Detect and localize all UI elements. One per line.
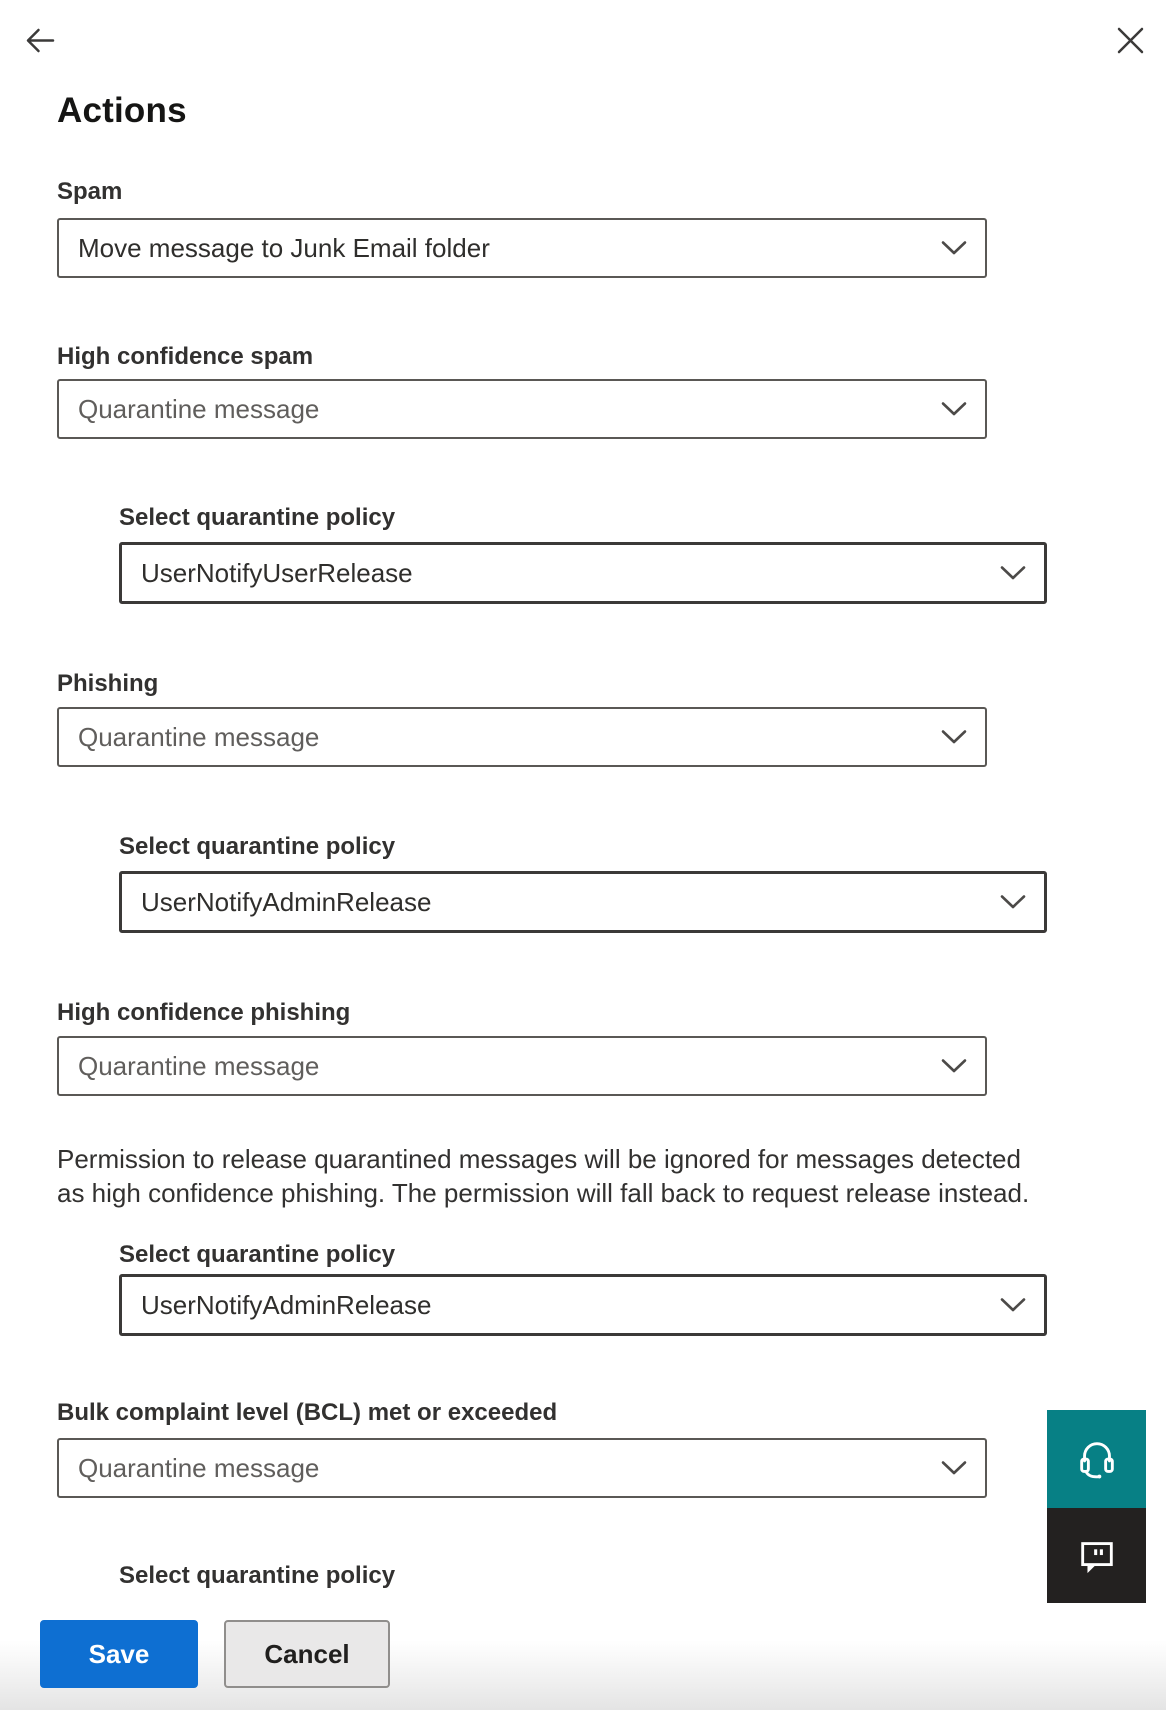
close-icon (1112, 47, 1148, 62)
hcp-quarantine-policy-label: Select quarantine policy (119, 1241, 396, 1268)
high-confidence-phishing-note: Permission to release quarantined messages will be ignored for messages detected as high confidence phishing. The permission will fall back to request release instead. (57, 1144, 1030, 1208)
chevron-down-icon (941, 1460, 967, 1476)
chevron-down-icon (941, 1058, 967, 1074)
hcp-quarantine-policy-dropdown[interactable] (119, 1274, 1047, 1336)
bulk-complaint-dropdown[interactable] (57, 1438, 987, 1498)
close-button[interactable] (1112, 23, 1148, 59)
save-button[interactable]: Save (40, 1620, 198, 1688)
help-button[interactable] (1047, 1410, 1146, 1508)
high-confidence-spam-value: Quarantine message (78, 393, 320, 424)
chevron-down-icon (941, 401, 967, 417)
phishing-quarantine-policy-label: Select quarantine policy (119, 833, 396, 860)
chevron-down-icon (1000, 894, 1026, 910)
feedback-bubble-icon (1076, 1535, 1118, 1577)
high-confidence-spam-label: High confidence spam (57, 343, 314, 370)
phishing-value: Quarantine message (78, 721, 320, 752)
spam-action-value: Move message to Junk Email folder (78, 232, 490, 263)
hcp-quarantine-policy-value: UserNotifyAdminRelease (141, 1289, 432, 1320)
bcl-quarantine-policy-label: Select quarantine policy (119, 1562, 396, 1588)
bcl-quarantine-policy-label-clipped (119, 1560, 719, 1588)
phishing-quarantine-policy-value: UserNotifyAdminRelease (141, 886, 432, 917)
hcs-quarantine-policy-label: Select quarantine policy (119, 504, 396, 531)
chevron-down-icon (941, 240, 967, 256)
spam-label: Spam (57, 178, 123, 205)
back-button[interactable] (22, 22, 58, 58)
hcs-quarantine-policy-value: UserNotifyUserRelease (141, 557, 413, 588)
high-confidence-phishing-label: High confidence phishing (57, 999, 351, 1026)
chevron-down-icon (1000, 1297, 1026, 1313)
high-confidence-spam-dropdown[interactable] (57, 379, 987, 439)
arrow-left-icon (22, 46, 58, 61)
hcs-quarantine-policy-dropdown[interactable] (119, 542, 1047, 604)
page-title: Actions (57, 91, 187, 130)
chevron-down-icon (941, 729, 967, 745)
panel-footer (0, 1590, 1166, 1710)
chevron-down-icon (1000, 565, 1026, 581)
headset-icon (1074, 1436, 1120, 1482)
phishing-dropdown[interactable] (57, 707, 987, 767)
phishing-label: Phishing (57, 670, 159, 697)
phishing-quarantine-policy-dropdown[interactable] (119, 871, 1047, 933)
high-confidence-phishing-value: Quarantine message (78, 1050, 320, 1081)
bulk-complaint-value: Quarantine message (78, 1452, 320, 1483)
bulk-complaint-label: Bulk complaint level (BCL) met or exceeded (57, 1399, 558, 1426)
cancel-button[interactable]: Cancel (224, 1620, 390, 1688)
high-confidence-phishing-dropdown[interactable] (57, 1036, 987, 1096)
feedback-button[interactable] (1047, 1508, 1146, 1603)
spam-action-dropdown[interactable] (57, 218, 987, 278)
